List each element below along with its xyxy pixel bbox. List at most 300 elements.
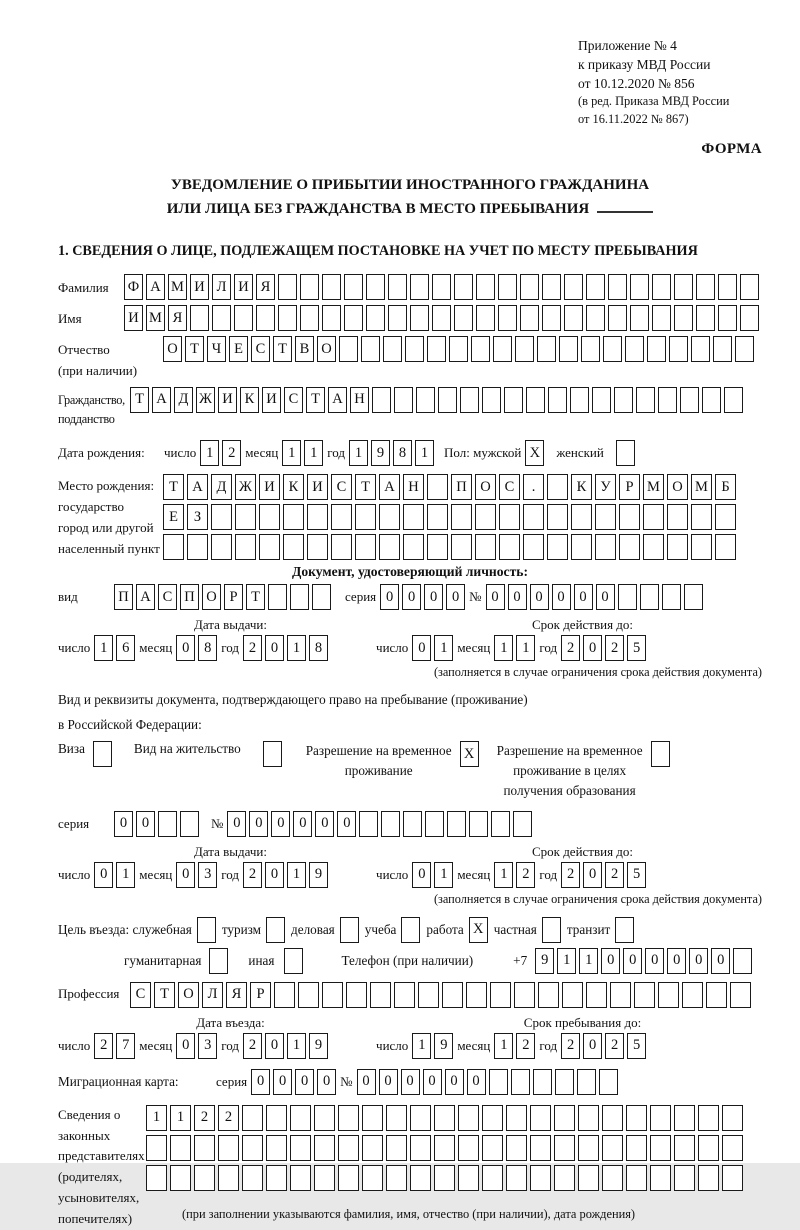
char-cell[interactable] [366, 274, 385, 300]
char-cell[interactable] [608, 305, 627, 331]
char-cell[interactable] [595, 534, 616, 560]
char-cell[interactable] [691, 504, 712, 530]
char-cell[interactable]: 0 [583, 862, 602, 888]
char-cell[interactable]: 0 [412, 862, 431, 888]
char-cell[interactable]: 2 [243, 635, 262, 661]
checkbox-humanitarian[interactable] [209, 948, 228, 974]
char-cell[interactable]: 0 [176, 1033, 195, 1059]
char-cell[interactable]: 0 [249, 811, 268, 837]
char-cell[interactable] [506, 1105, 527, 1131]
entry-year-cells[interactable] [243, 1033, 328, 1059]
char-cell[interactable] [698, 1105, 719, 1131]
char-cell[interactable] [595, 504, 616, 530]
char-cell[interactable] [511, 1069, 530, 1095]
char-cell[interactable] [268, 584, 287, 610]
char-cell[interactable] [451, 534, 472, 560]
citizenship-cells[interactable] [130, 387, 743, 413]
char-cell[interactable] [713, 336, 732, 362]
char-cell[interactable] [170, 1165, 191, 1191]
char-cell[interactable] [614, 387, 633, 413]
char-cell[interactable] [504, 387, 523, 413]
char-cell[interactable] [647, 336, 666, 362]
char-cell[interactable]: 0 [227, 811, 246, 837]
char-cell[interactable] [314, 1165, 335, 1191]
char-cell[interactable]: 2 [94, 1033, 113, 1059]
char-cell[interactable]: Ж [196, 387, 215, 413]
char-cell[interactable] [722, 1165, 743, 1191]
char-cell[interactable] [538, 982, 559, 1008]
char-cell[interactable]: К [283, 474, 304, 500]
char-cell[interactable] [362, 1135, 383, 1161]
char-cell[interactable] [619, 504, 640, 530]
char-cell[interactable] [234, 305, 253, 331]
char-cell[interactable] [458, 1105, 479, 1131]
char-cell[interactable] [643, 534, 664, 560]
char-cell[interactable] [388, 305, 407, 331]
char-cell[interactable]: Т [130, 387, 149, 413]
char-cell[interactable]: 2 [222, 440, 241, 466]
char-cell[interactable] [331, 534, 352, 560]
char-cell[interactable]: А [152, 387, 171, 413]
char-cell[interactable]: Р [250, 982, 271, 1008]
char-cell[interactable] [403, 534, 424, 560]
char-cell[interactable] [180, 811, 199, 837]
char-cell[interactable]: 0 [583, 1033, 602, 1059]
char-cell[interactable]: О [178, 982, 199, 1008]
entry-month-cells[interactable] [176, 1033, 217, 1059]
char-cell[interactable]: Н [350, 387, 369, 413]
char-cell[interactable] [242, 1105, 263, 1131]
char-cell[interactable] [379, 534, 400, 560]
char-cell[interactable]: Т [306, 387, 325, 413]
char-cell[interactable] [602, 1135, 623, 1161]
entry-day-cells[interactable] [94, 1033, 135, 1059]
char-cell[interactable] [652, 274, 671, 300]
char-cell[interactable] [696, 274, 715, 300]
char-cell[interactable] [626, 1105, 647, 1131]
char-cell[interactable]: 2 [561, 635, 580, 661]
char-cell[interactable] [235, 534, 256, 560]
char-cell[interactable] [427, 474, 448, 500]
char-cell[interactable]: 2 [218, 1105, 239, 1131]
char-cell[interactable] [242, 1165, 263, 1191]
char-cell[interactable] [542, 305, 561, 331]
char-cell[interactable]: 1 [412, 1033, 431, 1059]
char-cell[interactable]: 2 [516, 862, 535, 888]
char-cell[interactable] [581, 336, 600, 362]
char-cell[interactable] [650, 1165, 671, 1191]
char-cell[interactable] [482, 1105, 503, 1131]
char-cell[interactable] [218, 1135, 239, 1161]
char-cell[interactable]: Ч [207, 336, 226, 362]
doc-issue-day-cells[interactable] [94, 635, 135, 661]
char-cell[interactable]: А [136, 584, 155, 610]
char-cell[interactable] [458, 1135, 479, 1161]
char-cell[interactable] [564, 274, 583, 300]
checkbox-tourism[interactable] [266, 917, 285, 943]
char-cell[interactable] [146, 1165, 167, 1191]
doc-valid-year-cells[interactable] [561, 635, 646, 661]
char-cell[interactable]: 0 [423, 1069, 442, 1095]
char-cell[interactable] [578, 1135, 599, 1161]
birthplace-row1-cells[interactable] [163, 474, 736, 500]
char-cell[interactable]: Д [211, 474, 232, 500]
char-cell[interactable] [740, 274, 759, 300]
checkbox-transit[interactable] [615, 917, 634, 943]
char-cell[interactable] [715, 504, 736, 530]
char-cell[interactable] [643, 504, 664, 530]
char-cell[interactable]: 3 [198, 1033, 217, 1059]
char-cell[interactable] [520, 305, 539, 331]
char-cell[interactable] [610, 982, 631, 1008]
char-cell[interactable]: 1 [434, 635, 453, 661]
char-cell[interactable] [447, 811, 466, 837]
char-cell[interactable]: 5 [627, 1033, 646, 1059]
char-cell[interactable] [537, 336, 556, 362]
permit-issue-day-cells[interactable] [94, 862, 135, 888]
char-cell[interactable] [724, 387, 743, 413]
char-cell[interactable] [307, 504, 328, 530]
char-cell[interactable] [427, 504, 448, 530]
char-cell[interactable]: 1 [494, 1033, 513, 1059]
char-cell[interactable] [599, 1069, 618, 1095]
char-cell[interactable] [482, 387, 501, 413]
char-cell[interactable] [242, 1135, 263, 1161]
char-cell[interactable] [211, 504, 232, 530]
char-cell[interactable] [338, 1135, 359, 1161]
birthplace-row2-cells[interactable] [163, 504, 736, 530]
char-cell[interactable] [266, 1105, 287, 1131]
char-cell[interactable] [667, 504, 688, 530]
char-cell[interactable]: 0 [265, 1033, 284, 1059]
char-cell[interactable] [570, 387, 589, 413]
char-cell[interactable] [636, 387, 655, 413]
char-cell[interactable]: 2 [605, 862, 624, 888]
char-cell[interactable]: И [259, 474, 280, 500]
char-cell[interactable] [362, 1165, 383, 1191]
char-cell[interactable]: 2 [605, 1033, 624, 1059]
char-cell[interactable] [722, 1135, 743, 1161]
char-cell[interactable] [520, 274, 539, 300]
char-cell[interactable]: Т [185, 336, 204, 362]
char-cell[interactable] [283, 504, 304, 530]
char-cell[interactable]: А [379, 474, 400, 500]
char-cell[interactable] [432, 274, 451, 300]
checkbox-female[interactable] [616, 440, 635, 466]
birth-day-cells[interactable] [200, 440, 241, 466]
char-cell[interactable]: 9 [434, 1033, 453, 1059]
char-cell[interactable] [290, 1105, 311, 1131]
char-cell[interactable] [499, 504, 520, 530]
char-cell[interactable] [493, 336, 512, 362]
char-cell[interactable] [372, 387, 391, 413]
char-cell[interactable] [674, 274, 693, 300]
char-cell[interactable] [410, 1105, 431, 1131]
char-cell[interactable]: И [124, 305, 143, 331]
char-cell[interactable] [355, 504, 376, 530]
char-cell[interactable] [634, 982, 655, 1008]
char-cell[interactable]: 0 [94, 862, 113, 888]
checkbox-temp-residence[interactable]: X [460, 741, 479, 767]
char-cell[interactable] [482, 1165, 503, 1191]
char-cell[interactable]: 1 [200, 440, 219, 466]
char-cell[interactable] [451, 504, 472, 530]
char-cell[interactable] [158, 811, 177, 837]
char-cell[interactable] [266, 1165, 287, 1191]
char-cell[interactable]: 1 [579, 948, 598, 974]
char-cell[interactable]: 1 [516, 635, 535, 661]
char-cell[interactable] [449, 336, 468, 362]
char-cell[interactable] [674, 1165, 695, 1191]
char-cell[interactable]: 0 [446, 584, 465, 610]
char-cell[interactable]: 0 [574, 584, 593, 610]
char-cell[interactable]: К [571, 474, 592, 500]
checkbox-male[interactable]: X [525, 440, 544, 466]
char-cell[interactable]: Р [619, 474, 640, 500]
char-cell[interactable]: Т [246, 584, 265, 610]
char-cell[interactable] [630, 305, 649, 331]
char-cell[interactable] [489, 1069, 508, 1095]
char-cell[interactable]: 3 [198, 862, 217, 888]
char-cell[interactable]: А [187, 474, 208, 500]
char-cell[interactable]: 0 [508, 584, 527, 610]
char-cell[interactable]: Е [163, 504, 184, 530]
char-cell[interactable] [475, 534, 496, 560]
char-cell[interactable]: 7 [116, 1033, 135, 1059]
char-cell[interactable]: . [523, 474, 544, 500]
char-cell[interactable] [715, 534, 736, 560]
char-cell[interactable]: 0 [379, 1069, 398, 1095]
char-cell[interactable] [733, 948, 752, 974]
checkbox-study[interactable] [401, 917, 420, 943]
doc-nomer-cells[interactable] [486, 584, 703, 610]
char-cell[interactable]: Т [154, 982, 175, 1008]
char-cell[interactable]: Я [256, 274, 275, 300]
char-cell[interactable] [410, 305, 429, 331]
migcard-nomer-cells[interactable] [357, 1069, 618, 1095]
char-cell[interactable] [523, 504, 544, 530]
char-cell[interactable] [314, 1105, 335, 1131]
char-cell[interactable]: 0 [114, 811, 133, 837]
permit-issue-year-cells[interactable] [243, 862, 328, 888]
permit-seriya-cells[interactable] [114, 811, 199, 837]
char-cell[interactable] [476, 305, 495, 331]
char-cell[interactable]: 2 [243, 862, 262, 888]
char-cell[interactable]: 2 [561, 862, 580, 888]
char-cell[interactable] [499, 534, 520, 560]
checkbox-temp-residence-edu[interactable] [651, 741, 670, 767]
char-cell[interactable] [640, 584, 659, 610]
char-cell[interactable] [259, 504, 280, 530]
doc-issue-year-cells[interactable] [243, 635, 328, 661]
char-cell[interactable] [630, 274, 649, 300]
char-cell[interactable] [698, 1135, 719, 1161]
char-cell[interactable] [571, 504, 592, 530]
char-cell[interactable] [696, 305, 715, 331]
char-cell[interactable]: С [158, 584, 177, 610]
char-cell[interactable] [691, 534, 712, 560]
char-cell[interactable] [187, 534, 208, 560]
char-cell[interactable] [383, 336, 402, 362]
char-cell[interactable] [491, 811, 510, 837]
char-cell[interactable] [344, 274, 363, 300]
char-cell[interactable]: И [218, 387, 237, 413]
char-cell[interactable] [722, 1105, 743, 1131]
stay-day-cells[interactable] [412, 1033, 453, 1059]
char-cell[interactable]: 0 [295, 1069, 314, 1095]
char-cell[interactable]: 1 [434, 862, 453, 888]
stay-year-cells[interactable] [561, 1033, 646, 1059]
char-cell[interactable] [394, 387, 413, 413]
char-cell[interactable]: 0 [552, 584, 571, 610]
char-cell[interactable]: 0 [445, 1069, 464, 1095]
char-cell[interactable] [416, 387, 435, 413]
char-cell[interactable] [410, 274, 429, 300]
birth-month-cells[interactable] [282, 440, 323, 466]
char-cell[interactable] [163, 534, 184, 560]
char-cell[interactable]: О [202, 584, 221, 610]
char-cell[interactable] [274, 982, 295, 1008]
profession-cells[interactable] [130, 982, 751, 1008]
char-cell[interactable]: 0 [265, 635, 284, 661]
char-cell[interactable] [571, 534, 592, 560]
char-cell[interactable]: 2 [243, 1033, 262, 1059]
permit-valid-year-cells[interactable] [561, 862, 646, 888]
char-cell[interactable]: 1 [494, 862, 513, 888]
char-cell[interactable] [554, 1135, 575, 1161]
char-cell[interactable] [338, 1165, 359, 1191]
char-cell[interactable]: 0 [401, 1069, 420, 1095]
char-cell[interactable] [515, 336, 534, 362]
char-cell[interactable] [190, 305, 209, 331]
char-cell[interactable]: О [667, 474, 688, 500]
char-cell[interactable]: У [595, 474, 616, 500]
char-cell[interactable] [482, 1135, 503, 1161]
char-cell[interactable]: Р [224, 584, 243, 610]
char-cell[interactable]: М [146, 305, 165, 331]
char-cell[interactable]: 0 [486, 584, 505, 610]
char-cell[interactable]: 1 [557, 948, 576, 974]
char-cell[interactable] [740, 305, 759, 331]
char-cell[interactable]: 5 [627, 635, 646, 661]
char-cell[interactable]: 1 [116, 862, 135, 888]
char-cell[interactable]: 1 [494, 635, 513, 661]
char-cell[interactable] [513, 811, 532, 837]
char-cell[interactable] [652, 305, 671, 331]
char-cell[interactable]: 1 [349, 440, 368, 466]
char-cell[interactable] [278, 305, 297, 331]
char-cell[interactable] [312, 584, 331, 610]
doc-valid-month-cells[interactable] [494, 635, 535, 661]
char-cell[interactable] [194, 1135, 215, 1161]
char-cell[interactable]: О [163, 336, 182, 362]
char-cell[interactable]: З [187, 504, 208, 530]
char-cell[interactable] [547, 504, 568, 530]
char-cell[interactable]: И [307, 474, 328, 500]
char-cell[interactable] [427, 534, 448, 560]
checkbox-official[interactable] [197, 917, 216, 943]
char-cell[interactable] [691, 336, 710, 362]
char-cell[interactable] [403, 811, 422, 837]
char-cell[interactable]: 0 [380, 584, 399, 610]
char-cell[interactable] [555, 1069, 574, 1095]
char-cell[interactable] [626, 1135, 647, 1161]
permit-valid-day-cells[interactable] [412, 862, 453, 888]
char-cell[interactable] [438, 387, 457, 413]
char-cell[interactable] [194, 1165, 215, 1191]
char-cell[interactable]: С [251, 336, 270, 362]
char-cell[interactable]: 0 [315, 811, 334, 837]
char-cell[interactable]: Ф [124, 274, 143, 300]
char-cell[interactable] [498, 274, 517, 300]
char-cell[interactable] [256, 305, 275, 331]
char-cell[interactable]: И [262, 387, 281, 413]
char-cell[interactable] [674, 1135, 695, 1161]
checkbox-business[interactable] [340, 917, 359, 943]
phone-cells[interactable] [535, 948, 752, 974]
doc-type-cells[interactable] [114, 584, 331, 610]
char-cell[interactable]: П [180, 584, 199, 610]
char-cell[interactable]: К [240, 387, 259, 413]
char-cell[interactable] [602, 1165, 623, 1191]
char-cell[interactable] [658, 982, 679, 1008]
char-cell[interactable] [592, 387, 611, 413]
char-cell[interactable]: А [328, 387, 347, 413]
char-cell[interactable]: О [475, 474, 496, 500]
char-cell[interactable]: 0 [273, 1069, 292, 1095]
char-cell[interactable] [603, 336, 622, 362]
surname-cells[interactable] [124, 274, 759, 300]
char-cell[interactable] [577, 1069, 596, 1095]
char-cell[interactable] [718, 305, 737, 331]
char-cell[interactable] [322, 274, 341, 300]
char-cell[interactable] [554, 1105, 575, 1131]
char-cell[interactable]: 0 [583, 635, 602, 661]
given-name-cells[interactable] [124, 305, 759, 331]
char-cell[interactable]: 8 [198, 635, 217, 661]
char-cell[interactable] [626, 1165, 647, 1191]
char-cell[interactable] [170, 1135, 191, 1161]
char-cell[interactable]: 2 [561, 1033, 580, 1059]
representatives-row1-cells[interactable] [146, 1105, 743, 1131]
char-cell[interactable] [680, 387, 699, 413]
char-cell[interactable]: 0 [467, 1069, 486, 1095]
char-cell[interactable] [338, 1105, 359, 1131]
checkbox-residence-permit[interactable] [263, 741, 282, 767]
char-cell[interactable] [669, 336, 688, 362]
char-cell[interactable]: 9 [535, 948, 554, 974]
char-cell[interactable] [339, 336, 358, 362]
char-cell[interactable] [730, 982, 751, 1008]
char-cell[interactable] [298, 982, 319, 1008]
char-cell[interactable] [386, 1165, 407, 1191]
char-cell[interactable] [526, 387, 545, 413]
representatives-row3-cells[interactable] [146, 1165, 743, 1191]
char-cell[interactable] [498, 305, 517, 331]
char-cell[interactable]: 1 [282, 440, 301, 466]
char-cell[interactable] [211, 534, 232, 560]
char-cell[interactable] [586, 982, 607, 1008]
birth-year-cells[interactable] [349, 440, 434, 466]
permit-nomer-cells[interactable] [227, 811, 532, 837]
char-cell[interactable] [542, 274, 561, 300]
char-cell[interactable] [278, 274, 297, 300]
char-cell[interactable] [578, 1105, 599, 1131]
char-cell[interactable] [564, 305, 583, 331]
char-cell[interactable]: 0 [424, 584, 443, 610]
char-cell[interactable] [432, 305, 451, 331]
char-cell[interactable]: 0 [530, 584, 549, 610]
